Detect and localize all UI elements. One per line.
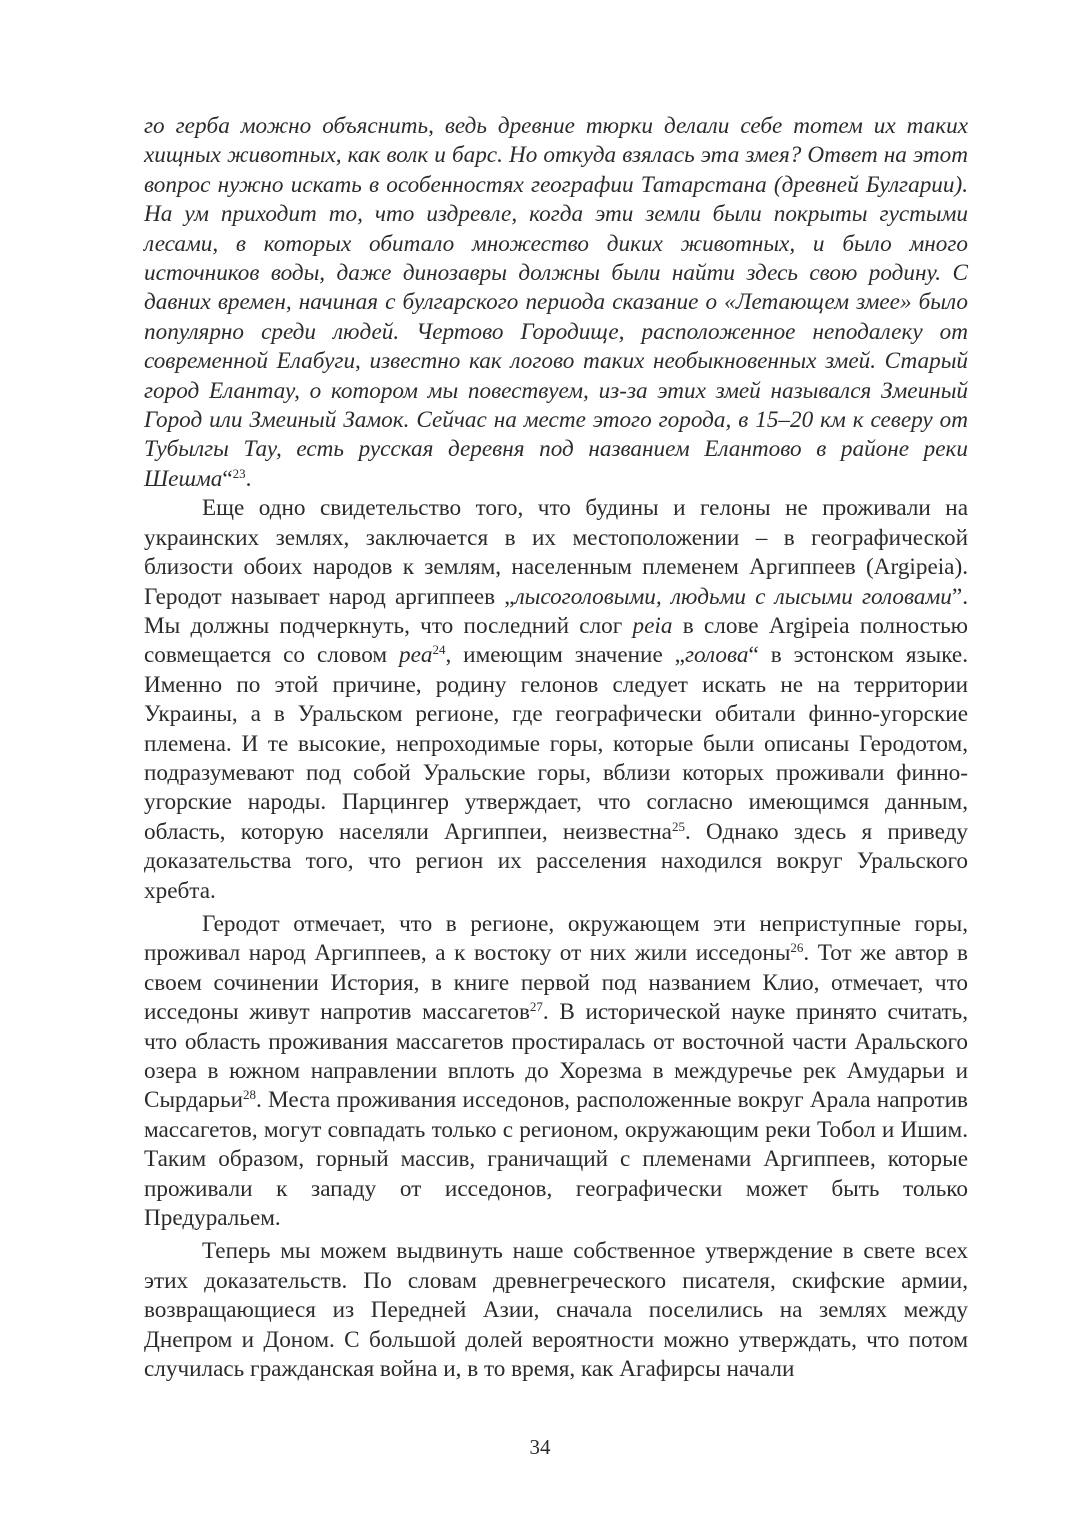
page-number: 34 xyxy=(529,1435,551,1459)
paragraph-conclusion: Теперь мы можем выдвинуть наше собственное утверждение в свете всех этих доказательств. По словам древнегреческого писателя, скифские армии, возвращающиеся из Передней Азии, сначала поселились на землях между Днепром и Доном. С большой долей вероятности можно утверждать, что потом случилась гражданская война и, в то время, как Агафирсы начали xyxy=(144,1238,968,1383)
footnote-ref-27: 27 xyxy=(529,999,543,1015)
page-body xyxy=(144,112,968,1384)
footnote-ref-26: 26 xyxy=(790,940,804,956)
footnote-ref-23: 23 xyxy=(232,465,246,481)
quote-paragraph: го герба можно объяснить, ведь древние тюрки делали себе тотем их таких хищных животных, как волк и барс. Но откуда взялась эта змея? Ответ на этот вопрос нужно искать в особенностях географии Татарстана (древней Булгарии). На ум приходит то, что издревле, когда эти земли были покрыты густыми лесами, в которых обитало множество диких животных, и было много источников воды, даже динозавры должны были найти здесь свою родину. С давних времен, начиная с булгарского периода сказание о «Летающем змее» было популярно среди людей. Чертово Городище, расположенное неподалеку от современной Елабуги, известно как логово таких необыкновенных змей. Старый город Елантау, о котором мы повествуем, из-за этих змей назывался Змеиный Город или Змеиный Замок. Сейчас на месте этого города, в 15–20 км к северу от Тубылгы Тау, есть русская деревня под названием Елантово в районе реки Шешма“$^{23}$. xyxy=(144,113,968,492)
paragraph-herodotus: Геродот отмечает, что в регионе, окружающем эти неприступные горы, проживал народ Аргиппеев, а к востоку от них жили исседоны$^{26}$. Тот же автор в своем сочинении История, в книге первой под названием Клио, отмечает, что исседоны живут напротив массагетов$^{27}$. В исторической науке принято считать, что область проживания массагетов простиралась от восточной части Аральского озера в южном направлении вплоть до Хорезма в междуречье рек Амударьи и Сырдарьи$^{28}$. Места проживания исседонов, расположенные вокруг Арала напротив массагетов, могут совпадать только с регионом, окружающим реки Тобол и Ишим. Таким образом, горный массив, граничащий с племенами Аргиппеев, которые проживали к западу от исседонов, географически может быть только Предуральем. xyxy=(144,910,968,1232)
footnote-ref-25: 25 xyxy=(671,818,685,834)
paragraph-argipeia: Еще одно свидетельство того, что будины и гелоны не проживали на украинских землях, заключается в их местоположении – в географической близости обоих народов к землям, населенным племенем Аргиппеев (Argipeia). Геродот называет народ аргиппеев „лысоголовыми, людьми с лысыми головами”. Мы должны подчеркнуть, что последний слог peia в слове Argipeia полностью совмещается со словом pea$^{24}$, имеющим значение „голова“ в эстонском языке. Именно по этой причине, родину гелонов следует искать не на территории Украины, а в Уральском регионе, где географически обитали финно-угорские племена. И те высокие, непроходимые горы, которые были описаны Геродотом, подразумевают под собой Уральские горы, вблизи которых проживали финно-угорские народы. Парцингер утверждает, что согласно имеющимся данным, область, которую населяли Аргиппеи, неизвестна$^{25}$. Однако здесь я приведу доказательства того, что регион их расселения находился вокруг Уральского хребта. xyxy=(144,495,969,904)
footnote-ref-24: 24 xyxy=(432,642,446,658)
footnote-ref-28: 28 xyxy=(243,1087,256,1103)
